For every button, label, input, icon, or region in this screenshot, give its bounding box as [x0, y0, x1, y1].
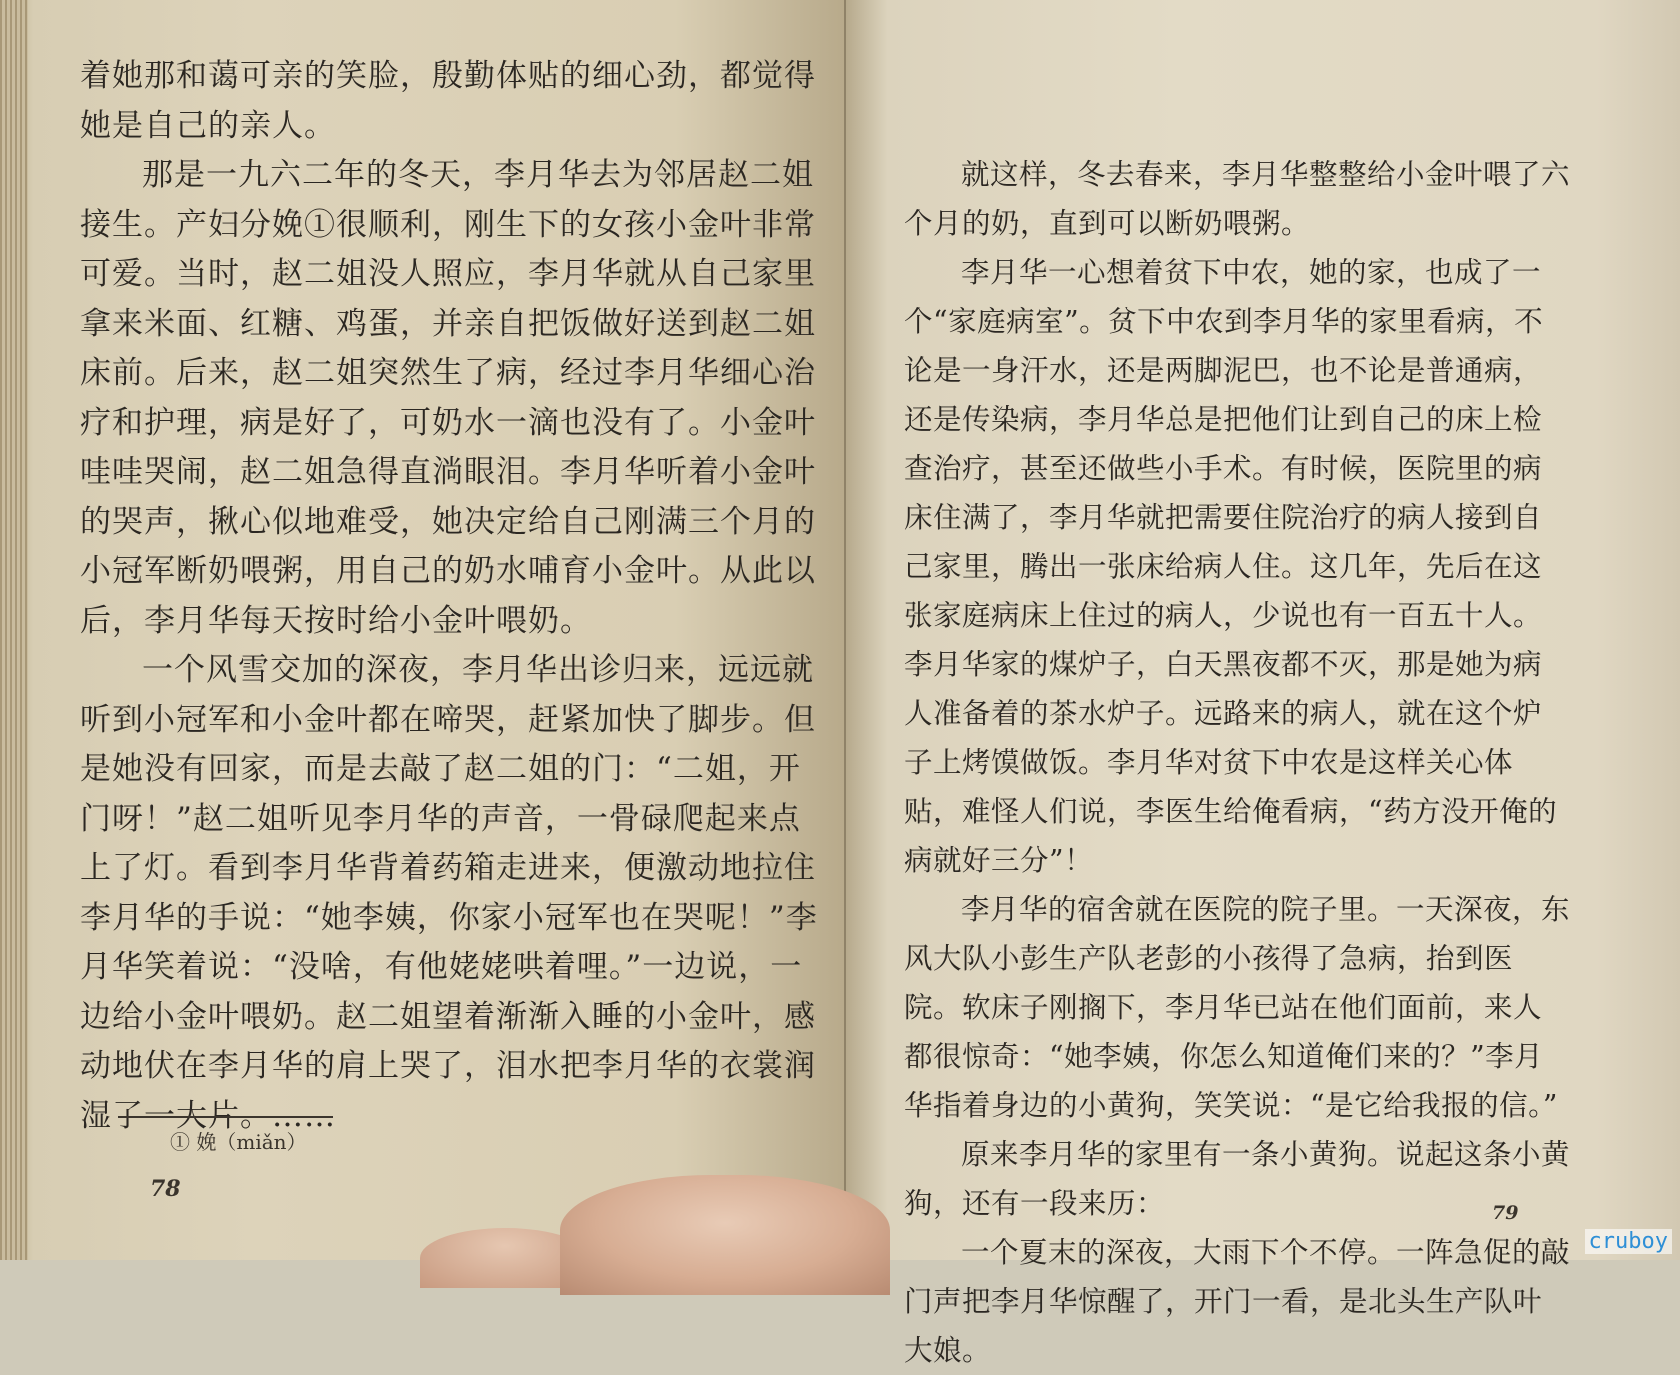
watermark: cruboy [1585, 1229, 1672, 1254]
right-paragraph-5: 一个夏末的深夜，大雨下个不停。一阵急促的敲门声把李月华惊醒了，开门一看，是北头生产队叶大娘。 [904, 1236, 1571, 1367]
left-page [0, 0, 846, 1260]
thumb [560, 1175, 890, 1295]
right-page [846, 0, 1680, 1367]
footnote: ① 娩（miǎn） [170, 1130, 307, 1154]
left-paragraph-3: 一个风雪交加的深夜，李月华出诊归来，远远就听到小冠军和小金叶都在啼哭，赶紧加快了脚步。但是她没有回家，而是去敲了赵二姐的门：“二姐，开门呀！”赵二姐听见李月华的声音，一骨碌爬起来点上了灯。看到李月华背着药箱走进来，便激动地拉住李月华的手说：“她李姨，你家小冠军也在哭呢！”李月华笑着说：“没啥，有他姥姥哄着哩。”一边说，一边给小金叶喂奶。赵二姐望着渐渐入睡的小金叶，感动地伏在李月华的肩上哭了，泪水把李月华的衣裳润湿了一大片。…… [80, 652, 818, 1134]
right-page-number: 79 [1492, 1202, 1519, 1224]
left-paragraph-2: 那是一九六二年的冬天，李月华去为邻居赵二姐接生。产妇分娩①很顺利，刚生下的女孩小金叶非常可爱。当时，赵二姐没人照应，李月华就从自己家里拿来米面、红糖、鸡蛋，并亲自把饭做好送到赵二姐床前。后来，赵二姐突然生了病，经过李月华细心治疗和护理，病是好了，可奶水一滴也没有了。小金叶哇哇哭闹，赵二姐急得直淌眼泪。李月华听着小金叶的哭声，揪心似地难受，她决定给自己刚满三个月的小冠军断奶喂粥，用自己的奶水哺育小金叶。从此以后，李月华每天按时给小金叶喂奶。 [80, 157, 816, 639]
right-paragraph-4: 原来李月华的家里有一条小黄狗。说起这条小黄狗，还有一段来历： [904, 1138, 1571, 1220]
footnote-rule [118, 1116, 333, 1118]
right-paragraph-1: 就这样，冬去春来，李月华整整给小金叶喂了六个月的奶，直到可以断奶喂粥。 [904, 158, 1571, 240]
right-paragraph-2: 李月华一心想着贫下中农，她的家，也成了一个“家庭病室”。贫下中农到李月华的家里看病，不论是一身汗水，还是两脚泥巴，也不论是普通病，还是传染病，李月华总是把他们让到自己的床上检查治疗，甚至还做些小手术。有时候，医院里的病床住满了，李月华就把需要住院治疗的病人接到自己家里，腾出一张床给病人住。这几年，先后在这张家庭病床上住过的病人，少说也有一百五十人。李月华家的煤炉子，白天黑夜都不灭，那是她为病人准备着的茶水炉子。远路来的病人，就在这个炉子上烤馍做饭。李月华对贫下中农是这样关心体贴，难怪人们说，李医生给俺看病，“药方没开俺的病就好三分”！ [904, 256, 1558, 877]
left-page-number: 78 [150, 1176, 181, 1202]
left-paragraph-1: 着她那和蔼可亲的笑脸，殷勤体贴的细心劲，都觉得她是自己的亲人。 [80, 58, 816, 144]
right-paragraph-3: 李月华的宿舍就在医院的院子里。一天深夜，东风大队小彭生产队老彭的小孩得了急病，抬到医院。软床子刚搁下，李月华已站在他们面前，来人都很惊奇：“她李姨，你怎么知道俺们来的？”李月华指着身边的小黄狗，笑笑说：“是它给我报的信。” [904, 893, 1571, 1122]
